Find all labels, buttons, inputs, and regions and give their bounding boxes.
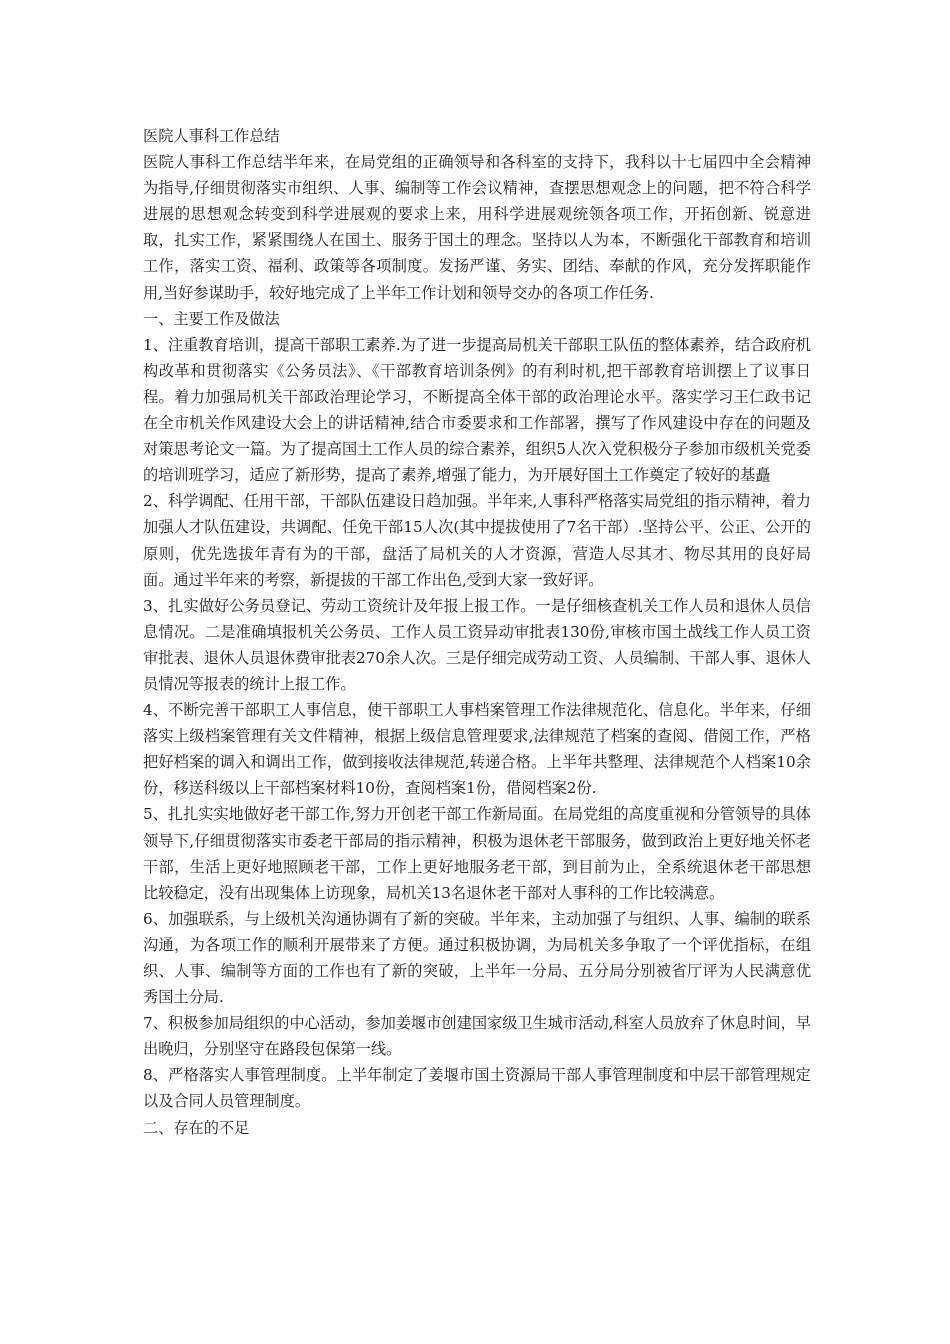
work-item-5: 5、扎扎实实地做好老干部工作,努力开创老干部工作新局面。在局党组的高度重视和分管领导的具体领导下,仔细贯彻落实市委老干部局的指示精神，积极为退休老干部服务，做到政治上更好地关怀老干部，生活上更好地照顾老干部，工作上更好地服务老干部，到目前为止，全系统退休老干部思想比较稳定，没有出现集体上访现象，局机关13名退休老干部对人事科的工作比较满意。 — [143, 805, 811, 902]
work-item-4: 4、不断完善干部职工人事信息，使干部职工人事档案管理工作法律规范化、信息化。半年来，仔细落实上级档案管理有关文件精神，根据上级信息管理要求,法律规范了档案的查阅、借阅工作，严格把好档案的调入和调出工作，做到接收法律规范,转递合格。上半年共整理、法律规范个人档案10余份，移送科级以上干部档案材料10份，查阅档案1份，借阅档案2份. — [143, 701, 811, 798]
work-item-3: 3、扎实做好公务员登记、劳动工资统计及年报上报工作。一是仔细核查机关工作人员和退休人员信息情况。二是准确填报机关公务员、工作人员工资异动审批表130份,审核市国土战线工作人员工资审批表、退休人员退休费审批表270余人次。三是仔细完成劳动工资、人员编制、干部人事、退休人员情况等报表的统计上报工作。 — [143, 596, 811, 693]
document-body — [143, 123, 811, 1141]
section-heading-shortcomings: 二、存在的不足 — [143, 1118, 250, 1137]
work-item-8: 8、严格落实人事管理制度。上半年制定了姜堰市国土资源局干部人事管理制度和中层干部管理规定以及合同人员管理制度。 — [143, 1066, 811, 1111]
intro-paragraph: 医院人事科工作总结半年来，在局党组的正确领导和各科室的支持下，我科以十七届四中全会精神为指导,仔细贯彻落实市组织、人事、编制等工作会议精神，查摆思想观念上的问题，把不符合科学进展的思想观念转变到科学进展观的要求上来，用科学进展观统领各项工作，开拓创新、锐意进取，扎实工作，紧紧围绕人在国土、服务于国土的理念。坚持以人为本，不断强化干部教育和培训工作，落实工资、福利、政策等各项制度。发扬严谨、务实、团结、奉献的作风，充分发挥职能作用,当好参谋助手，较好地完成了上半年工作计划和领导交办的各项工作任务. — [143, 153, 811, 302]
section-heading-main-work: 一、主要工作及做法 — [143, 309, 280, 328]
work-item-2: 2、科学调配、任用干部，干部队伍建设日趋加强。半年来,人事科严格落实局党组的指示精神，着力加强人才队伍建设，共调配、任免干部15人次(其中提拔使用了7名干部）.坚持公平、公正、公开的原则，优先选拔年青有为的干部，盘活了局机关的人才资源，营造人尽其才、物尽其用的良好局面。通过半年来的考察，新提拔的干部工作出色,受到大家一致好评。 — [143, 492, 811, 589]
document-title: 医院人事科工作总结 — [143, 127, 280, 145]
work-item-6: 6、加强联系，与上级机关沟通协调有了新的突破。半年来，主动加强了与组织、人事、编制的联系沟通，为各项工作的顺利开展带来了方便。通过积极协调，为局机关多争取了一个评优指标，在组织、人事、编制等方面的工作也有了新的突破，上半年一分局、五分局分别被省厅评为人民满意优秀国土分局. — [143, 909, 811, 1007]
work-item-1: 1、注重教育培训，提高干部职工素养.为了进一步提高局机关干部职工队伍的整体素养，结合政府机构改革和贯彻落实《公务员法》、《干部教育培训条例》的有利时机,把干部教育培训摆上了议事日程。着力加强局机关干部政治理论学习，不断提高全体干部的政治理论水平。落实学习王仁政书记在全市机关作风建设大会上的讲话精神,结合市委要求和工作部署，撰写了作风建设中存在的问题及对策思考论文一篇。为了提高国土工作人员的综合素养，组织5人次入党积极分子参加市级机关党委的培训班学习，适应了新形势，提高了素养,增强了能力，为开展好国土工作奠定了较好的基矗 — [143, 335, 811, 485]
work-item-7: 7、积极参加局组织的中心活动，参加姜堰市创建国家级卫生城市活动,科室人员放弃了休息时间，早出晚归，分别坚守在路段包保第一线。 — [143, 1014, 811, 1059]
